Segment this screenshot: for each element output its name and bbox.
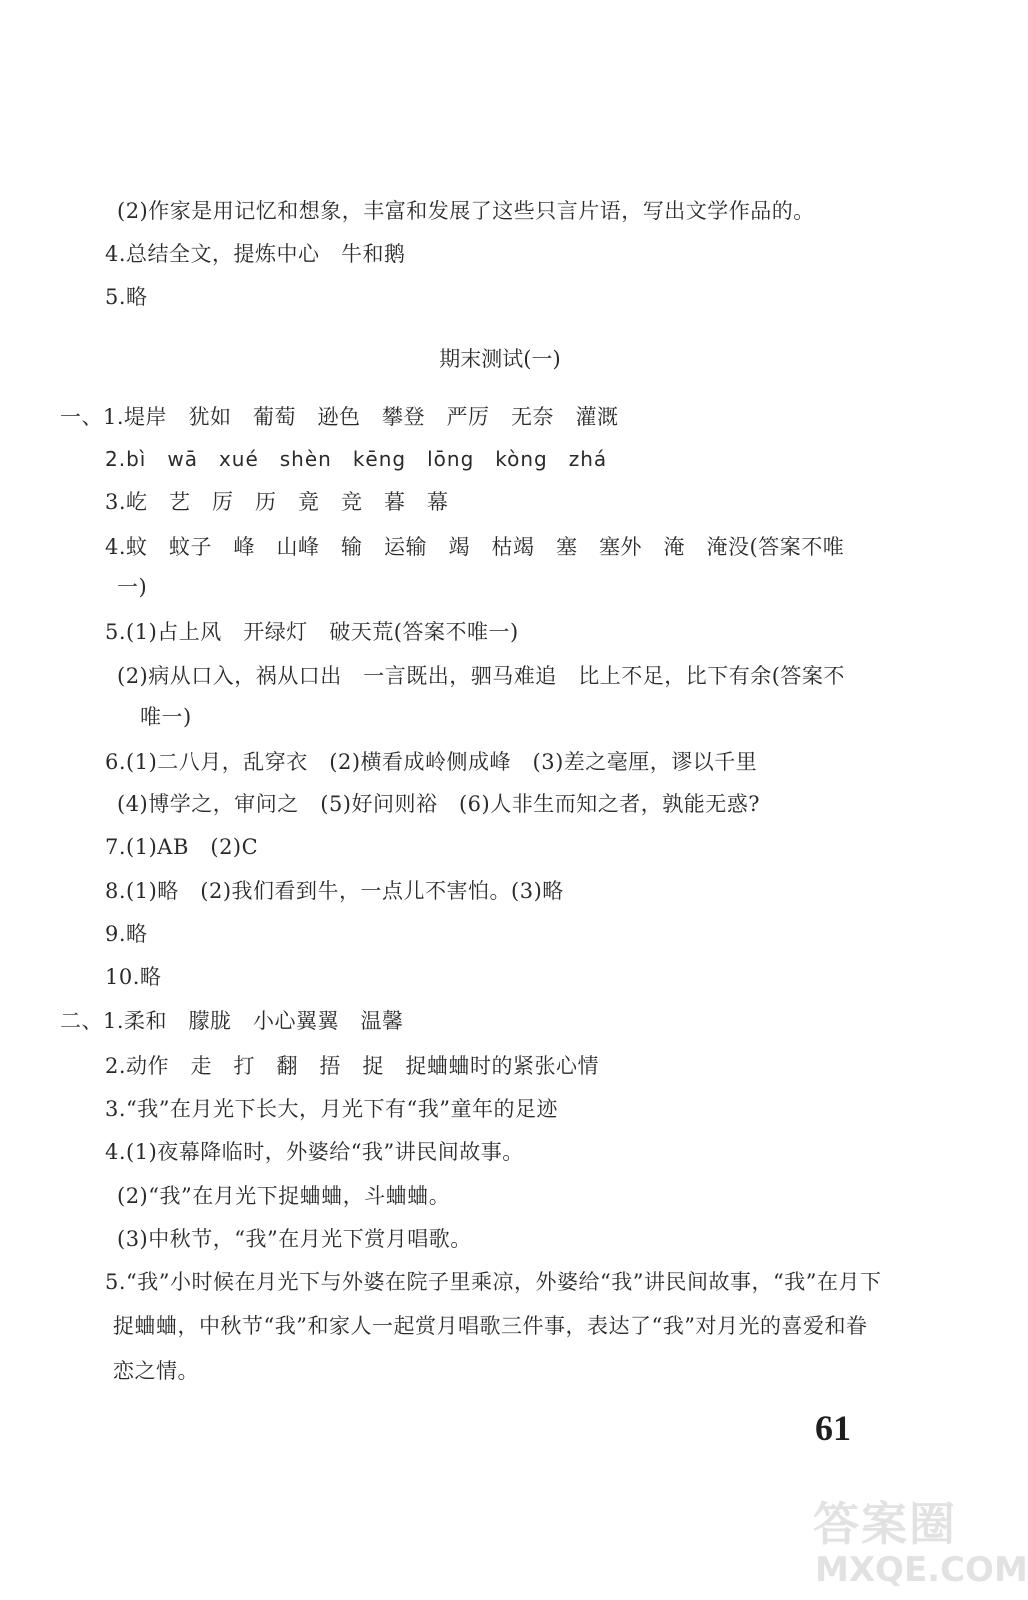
pinyin-answer-line: 2.bì wā xué shèn kēng lōng kòng zhá (105, 447, 608, 471)
answer-line: (3)中秋节，“我”在月光下赏月唱歌。 (117, 1227, 472, 1251)
answer-line: 3.“我”在月光下长大，月光下有“我”童年的足迹 (105, 1097, 558, 1121)
watermark-text: 答案圈 (813, 1497, 957, 1551)
answer-line: 5.略 (105, 285, 148, 309)
answer-line: 捉蛐蛐，中秋节“我”和家人一起赏月唱歌三件事，表达了“我”对月光的喜爱和眷 (113, 1314, 868, 1338)
answer-line: 3.屹 艺 厉 历 竟 竞 暮 幕 (105, 490, 449, 514)
answer-line: 唯一) (140, 705, 192, 729)
answer-line: (4)博学之，审问之 (5)好问则裕 (6)人非生而知之者，孰能无惑? (117, 792, 760, 816)
answer-line: 5.“我”小时候在月光下与外婆在院子里乘凉，外婆给“我”讲民间故事，“我”在月下 (105, 1270, 882, 1294)
answer-line: 4.总结全文，提炼中心 牛和鹅 (105, 242, 406, 266)
answer-line: 2.动作 走 打 翻 捂 捉 捉蛐蛐时的紧张心情 (105, 1054, 600, 1078)
answer-line: 9.略 (105, 922, 148, 946)
answer-line: 4.(1)夜幕降临时，外婆给“我”讲民间故事。 (105, 1140, 524, 1164)
page-number: 61 (815, 1408, 851, 1448)
answer-line: 二、1.柔和 朦胧 小心翼翼 温馨 (60, 1009, 404, 1033)
answer-line: 4.蚊 蚊子 峰 山峰 输 运输 竭 枯竭 塞 塞外 淹 淹没(答案不唯 (105, 535, 845, 559)
site-watermark-logo (805, 1488, 1028, 1596)
answer-line: 一) (117, 575, 148, 599)
answer-line: (2)病从口入，祸从口出 一言既出，驷马难追 比上不足，比下有余(答案不 (117, 664, 845, 688)
section-title: 期末测试(一) (439, 347, 561, 371)
watermark-url: MXQE.COM (815, 1550, 1028, 1590)
answer-line: 7.(1)AB (2)C (105, 835, 259, 859)
answer-line: 恋之情。 (113, 1359, 199, 1383)
answer-line: (2)“我”在月光下捉蛐蛐，斗蛐蛐。 (117, 1184, 451, 1208)
answer-line: 5.(1)占上风 开绿灯 破天荒(答案不唯一) (105, 620, 519, 644)
answer-line: 10.略 (105, 965, 162, 989)
answer-line: 8.(1)略 (2)我们看到牛，一点儿不害怕。(3)略 (105, 879, 564, 903)
answer-line: 一、1.堤岸 犹如 葡萄 逊色 攀登 严厉 无奈 灌溉 (60, 405, 619, 429)
answer-line: 6.(1)二八月，乱穿衣 (2)横看成岭侧成峰 (3)差之毫厘，谬以千里 (105, 750, 758, 774)
answer-line: (2)作家是用记忆和想象，丰富和发展了这些只言片语，写出文学作品的。 (117, 199, 815, 223)
